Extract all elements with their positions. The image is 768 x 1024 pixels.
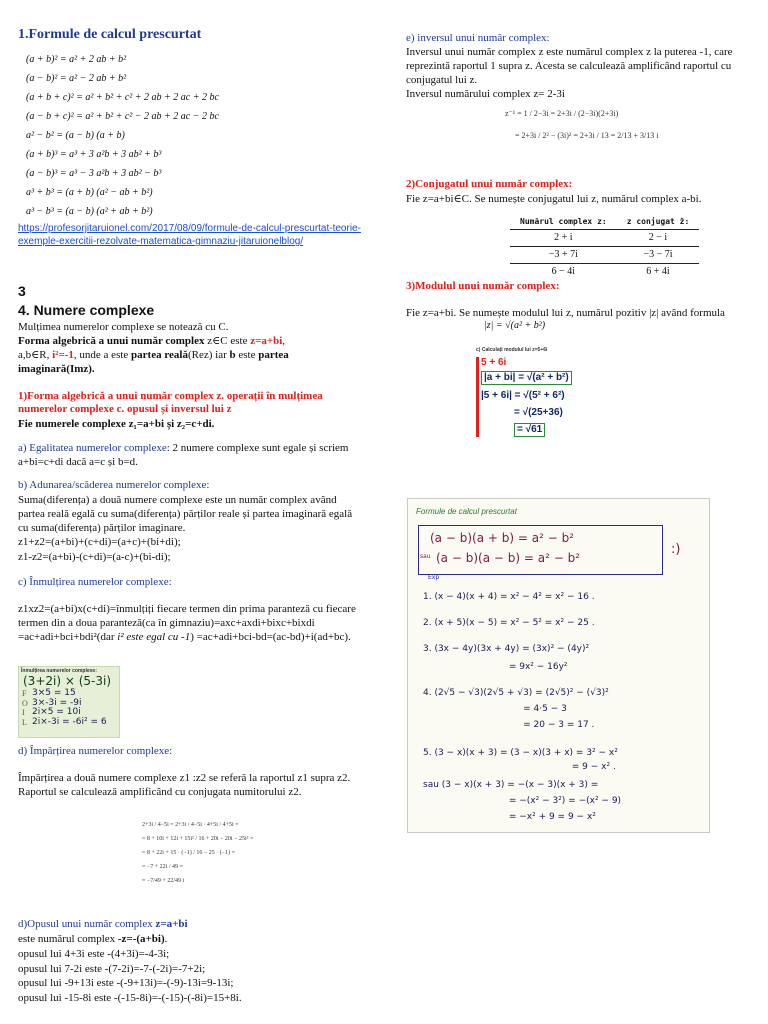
formula: (a + b)² = a² + 2 ab + b² xyxy=(26,54,127,65)
formula: a³ − b³ = (a − b) (a² + ab + b²) xyxy=(26,206,153,217)
modulus-image xyxy=(476,347,596,439)
intro-line: Mulțimea numerelor complexe se notează cu C. xyxy=(18,321,229,333)
inverse-steps xyxy=(505,103,755,147)
conjugate-title: 2)Conjugatul unui număr complex: xyxy=(406,178,573,190)
formula: (a + b)³ = a³ + 3 a²b + 3 ab² + b³ xyxy=(26,149,162,160)
d-text: Împărțirea a două numere complexe z1 :z2 se referă la raportul z1 supra z2. Raportul se calculează amplificând cu conjugata numitorului z2. xyxy=(18,772,351,798)
hw-line: = −x² + 9 = 9 − x² xyxy=(423,812,596,822)
hw-line: = 4·5 − 3 xyxy=(423,704,567,714)
hw-line: = 9x² − 16y² xyxy=(423,662,568,672)
hw-line: 5. (3 − x)(x + 3) = (3 − x)(3 + x) = 3² − x² xyxy=(423,748,618,758)
hw-line: 3. (3x − 4y)(3x + 4y) = (3x)² − (4y)² xyxy=(423,644,590,654)
modulus-result: = √61 xyxy=(514,423,545,437)
hw-title: Formule de calcul prescurtat xyxy=(416,507,517,516)
modulus-image-header: c) Calculați modulul lui z=5+6i xyxy=(476,347,548,353)
opus-title: d)Opusul unui număr complex z=a+bi xyxy=(18,918,188,930)
e-title: e) inversul unui număr complex: xyxy=(406,32,550,44)
opus-def: este numărul complex -z=-(a+bi). xyxy=(18,933,168,945)
mult-row: F 3×5 = 15 xyxy=(22,688,76,698)
formula: (a − b + c)² = a² + b² + c² − 2 ab + 2 ac − 2 bc xyxy=(26,111,219,122)
modulus-text: Fie z=a+bi. Se numește modulul lui z, numărul pozitiv |z| având formula xyxy=(406,307,725,319)
intro-block xyxy=(18,320,363,376)
hw-line: 2. (x + 5)(x − 5) = x² − 5² = x² − 25 . xyxy=(423,618,595,628)
number-3: 3 xyxy=(18,283,26,299)
handwritten-formulas-image xyxy=(407,498,710,833)
hw-line: = 9 − x² . xyxy=(423,762,616,772)
modulus-formula: |z| = √(a² + b²) xyxy=(484,320,546,331)
conjugate-table xyxy=(510,215,699,280)
hw-smile: :) xyxy=(671,542,681,557)
div-step: = −7/49 + 22/49 i xyxy=(142,878,185,884)
hw-line: = −(x² − 3²) = −(x² − 9) xyxy=(423,796,622,806)
hw-boxed-formula: (a − b)(a + b) = a² − b² xyxy=(430,531,574,545)
opus-example: opusul lui -9+13i este -(-9+13i)=-(-9)-13i=9-13i; xyxy=(18,977,234,989)
division-steps xyxy=(142,818,272,888)
b-line-2: z1-z2=(a+bi)-(c+di)=(a-c)+(bi-di); xyxy=(18,551,171,563)
formula: a³ + b³ = (a + b) (a² − ab + b²) xyxy=(26,187,153,198)
div-step: = 8 + 22i + 15 · (−1) / 16 − 25 · (−1) = xyxy=(142,850,236,856)
c-text: z1xz2=(a+bi)x(c+di)=înmulțiți fiecare termen din prima paranteză cu fiecare termen din a doua paranteză(ca în gimnaziu)=axc+axdi+bixc+bixdi =ac+adi+bci+bdi²(dar i² este egal cu -1) =ac+adi+bci-bd=(ac-bd)+i(ad+bc). xyxy=(18,603,356,643)
formula: a² − b² = (a − b) (a + b) xyxy=(26,130,125,141)
formule-title: 1.Formule de calcul prescurtat xyxy=(18,27,202,42)
mult-expression: (3+2i) × (5-3i) xyxy=(23,674,112,688)
hw-sau: sau xyxy=(420,553,431,560)
a-egalitate: a) Egalitatea numerelor complexe: 2 numere complexe sunt egale și scriem a+bi=c+di dacă a=c și b=d. xyxy=(18,442,349,468)
hw-exp: Exp xyxy=(428,574,440,581)
opus-example: opusul lui 7-2i este -(7-2i)=-7-(-2i)=-7+2i; xyxy=(18,962,206,975)
formula: (a + b + c)² = a² + b² + c² + 2 ab + 2 ac + 2 bc xyxy=(26,92,219,103)
inverse-step: z⁻¹ = 1 / 2−3i = 2+3i / (2−3i)(2+3i) xyxy=(505,109,619,118)
inverse-step: = 2+3i / 2² − (3i)² = 2+3i / 13 = 2/13 + 3/13 i xyxy=(515,131,659,140)
opus-examples xyxy=(18,947,363,1005)
mult-row: O 3×-3i = -9i xyxy=(22,697,82,708)
hw-line: 1. (x − 4)(x + 4) = x² − 4² = x² − 16 . xyxy=(423,592,595,602)
hw-line: sau (3 − x)(x + 3) = −(x − 3)(x + 3) = xyxy=(423,780,599,790)
hw-line: 4. (2√5 − √3)(2√5 + √3) = (2√5)² − (√3)² xyxy=(423,688,609,698)
opus-example: opusul lui 4+3i este -(4+3i)=-4-3i; xyxy=(18,948,170,960)
formula: (a − b)³ = a³ − 3 a²b + 3 ab² − b³ xyxy=(26,168,162,179)
subsection-1-subtitle: Fie numerele complexe z₁=a+bi și z₂=c+di. xyxy=(18,418,215,430)
intro-line: Forma algebrică a unui număr complex z∈C este z=a+bi, xyxy=(18,335,286,347)
b-line-1: z1+z2=(a+bi)+(c+di)=(a+c)+(bi+di); xyxy=(18,536,181,548)
modulus-title: 3)Modulul unui număr complex: xyxy=(406,280,560,292)
e-example: Inversul numărului complex z= 2-3i xyxy=(406,88,565,100)
opus-example: opusul lui -15-8i este -(-15-8i)=-(-15)-(-8i)=15+8i. xyxy=(18,991,242,1004)
conjugate-text: Fie z=a+bi∈C. Se numește conjugatul lui z, numărul complex a-bi. xyxy=(406,193,702,205)
formula: (a − b)² = a² − 2 ab + b² xyxy=(26,73,127,84)
hw-boxed-formula-2: (a − b)(a − b) = a² − b² xyxy=(436,551,580,565)
mult-header: Înmulțirea numerelor complexe: xyxy=(21,668,97,674)
section-4-title: 4. Numere complexe xyxy=(18,302,155,318)
d-title: d) Împărțirea numerelor complexe: xyxy=(18,745,173,757)
formula-list xyxy=(26,50,356,221)
div-step: = 8 + 10i + 12i + 15i² / 16 + 20i − 20i − 25i² = xyxy=(142,836,254,842)
mult-row: I 2i×5 = 10i xyxy=(22,707,81,718)
hw-line: = 20 − 3 = 17 . xyxy=(423,720,595,730)
intro-line: a,b∈R, i²=-1, unde a este partea reală(Rez) iar b este partea imaginară(Imz). xyxy=(18,349,289,375)
table-header: Numărul complex z: xyxy=(510,215,617,229)
c-title: c) Înmulțirea numerelor complexe: xyxy=(18,576,172,588)
multiplication-image xyxy=(18,666,120,738)
table-row: 6 − 4i 6 + 4i xyxy=(510,263,699,280)
modulus-step: = √(25+36) xyxy=(514,407,563,418)
mult-row: L 2i×-3i = -6i² = 6 xyxy=(22,716,107,727)
source-link[interactable]: https://profesorjitaruionel.com/2017/08/09/formule-de-calcul-prescurtat-teorie-exemple-exercitii-rezolvate-matematica-gimnaziu-jitaruionelblog/ xyxy=(18,223,361,247)
red-bar xyxy=(476,357,479,437)
table-header: z conjugat z̄: xyxy=(617,215,700,229)
modulus-formula-line: |a + bi| = √(a² + b²) xyxy=(481,371,572,385)
modulus-number: 5 + 6i xyxy=(481,357,507,368)
table-row: −3 + 7i −3 − 7i xyxy=(510,246,699,263)
subsection-1-title: 1)Forma algebrică a unui număr complex z. operații în mulțimea numerelor complexe c. opusul și inversul lui z xyxy=(18,390,323,415)
e-text: Inversul unui număr complex z este numărul complex z la puterea -1, care reprezintă raportul 1 supra z. Acesta se calculează amplificând raportul cu conjugatul lui z. xyxy=(406,46,733,86)
div-step: 2+3i / 4−5i = 2+3i / 4−5i · 4+5i / 4+5i = xyxy=(142,822,239,828)
table-row: 2 + i 2 − i xyxy=(510,229,699,246)
div-step: = −7 + 22i / 49 = xyxy=(142,864,183,870)
b-text: Suma(diferența) a două numere complexe este un număr complex având partea reală egală cu suma(diferența) părților reale și partea imaginară egală cu suma(diferența) părților imaginare. xyxy=(18,494,353,534)
b-title: b) Adunarea/scăderea numerelor complexe: xyxy=(18,479,210,491)
modulus-step: |5 + 6i| = √(5² + 6²) xyxy=(481,390,565,401)
